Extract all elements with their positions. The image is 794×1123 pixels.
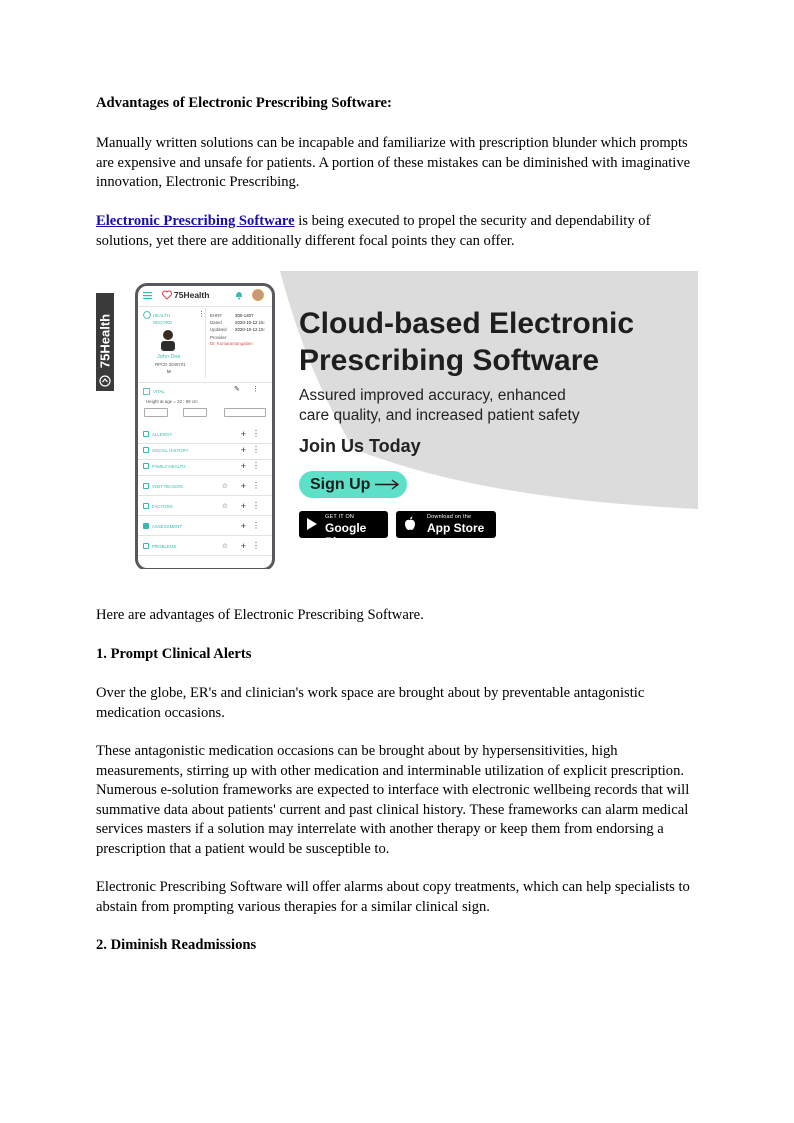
paragraph-intro: Manually written solutions can be incapable and familiarize with prescription blunder which prompts are expensive and unsafe for patients. A portion of these mistakes can be diminished with imaginative innovation, Electronic Prescribing. (96, 135, 691, 190)
plus-icon[interactable]: + (240, 461, 246, 471)
paragraph-link (96, 212, 700, 251)
google-play-big: Google Play (325, 521, 367, 549)
kebab-icon[interactable]: ⋮ (252, 461, 260, 470)
vital-icon (143, 388, 150, 395)
logo-mark-icon (99, 375, 111, 387)
row-icon (143, 463, 149, 469)
heading-diminish-readmissions: 2. Diminish Readmissions (96, 937, 257, 953)
patient-id: RPCD 3049701 (155, 362, 186, 367)
bell-icon (235, 290, 243, 300)
health-record-label: HEALTH RECORD (153, 313, 173, 325)
ehr-value: 300-1407 (235, 313, 254, 318)
heading-prompt-clinical-alerts: 1. Prompt Clinical Alerts (96, 646, 252, 662)
row-icon (143, 503, 149, 509)
avatar-icon (252, 289, 264, 301)
kebab-icon[interactable]: ⋮ (252, 429, 260, 438)
patient-name: John Doe (157, 354, 181, 360)
dated-value: 2020-10-12 15: (235, 320, 265, 325)
paragraph-link-rest: is being executed to propel the security and dependability of solutions, yet there are additionally different focal points they can offer. (96, 213, 651, 249)
updated-value: 2020-10-12 15: (235, 327, 265, 332)
divider (138, 382, 272, 383)
kebab-icon[interactable]: ⋮ (252, 541, 260, 550)
join-us-text: Join Us Today (299, 436, 421, 456)
vital-label: VITAL (153, 389, 165, 394)
sign-up-label: Sign Up (310, 476, 371, 493)
plus-icon[interactable]: + (240, 521, 246, 531)
row-icon (143, 523, 149, 529)
subline-2: care quality, and increased patient safety (299, 407, 580, 424)
health-record-icon (143, 311, 151, 319)
apple-icon (404, 516, 416, 531)
updated-label: Updated (210, 327, 227, 332)
row-label: VISIT REASON (152, 484, 183, 489)
plus-icon[interactable]: + (240, 501, 246, 511)
phone-row-factors[interactable] (138, 499, 272, 516)
row-label: ALLERGY (152, 432, 173, 437)
section-heading: Advantages of Electronic Prescribing Software: (96, 95, 392, 111)
banner-subheadline (299, 386, 629, 426)
phone-row-visit-reason[interactable] (138, 479, 272, 496)
kebab-icon[interactable]: ⋮ (252, 501, 260, 510)
edit-icon[interactable]: ✎ (234, 386, 240, 393)
provider-value: Dr. Kumaramangalam (210, 341, 253, 346)
row-label: FAMILY HEALTH (152, 464, 186, 469)
row-label: PROBLEMS (152, 544, 177, 549)
paragraph-er: Over the globe, ER's and clinician's work space are brought about by preventable antagonistic medication occasions. (96, 685, 645, 721)
headline-line-1: Cloud-based Electronic (299, 307, 635, 340)
plus-icon[interactable]: + (240, 541, 246, 551)
vital-text: Height at age = 22 : 99 cm (146, 399, 198, 404)
sign-up-button[interactable] (299, 471, 407, 498)
row-icon (143, 543, 149, 549)
phone-row-family-health[interactable] (138, 459, 272, 476)
kebab-icon[interactable]: ⋮ (198, 311, 205, 318)
plus-icon[interactable]: + (240, 445, 246, 455)
paragraph-advantages-intro: Here are advantages of Electronic Prescribing Software. (96, 607, 424, 623)
google-play-badge[interactable] (299, 511, 388, 549)
subline-1: Assured improved accuracy, enhanced (299, 387, 566, 404)
star-icon[interactable]: ☆ (221, 543, 228, 550)
patient-gender: M (167, 369, 171, 374)
row-icon (143, 431, 149, 437)
banner-headline (299, 305, 689, 379)
phone-row-allergy[interactable] (138, 427, 272, 444)
app-store-big: App Store (427, 521, 485, 535)
phone-mockup (135, 283, 275, 569)
phone-brand: 75Health (174, 290, 210, 300)
row-label: FACTORS (152, 504, 173, 509)
kebab-icon[interactable]: ⋮ (252, 445, 260, 454)
phone-row-problems[interactable] (138, 539, 272, 556)
google-play-icon (306, 517, 318, 531)
ehr-label: EHR# (210, 313, 222, 318)
star-icon[interactable]: ☆ (221, 503, 228, 510)
app-store-badge[interactable] (396, 511, 496, 538)
kebab-icon[interactable]: ⋮ (252, 521, 260, 530)
row-label: ASSESSMENT (152, 524, 183, 529)
plus-icon[interactable]: + (240, 481, 246, 491)
row-label: SOCIAL HISTORY (152, 448, 189, 453)
vital-chip[interactable] (144, 408, 168, 417)
patient-photo (159, 329, 177, 351)
plus-icon[interactable]: + (240, 429, 246, 439)
star-icon[interactable]: ☆ (221, 483, 228, 490)
arrow-right-icon (375, 479, 401, 491)
dated-label: Dated (210, 320, 222, 325)
row-icon (143, 447, 149, 453)
google-play-small: GET IT ON (325, 514, 355, 520)
menu-icon (143, 292, 152, 299)
vertical-logo-text: 75Health (97, 313, 113, 369)
electronic-prescribing-link[interactable]: Electronic Prescribing Software (96, 213, 295, 229)
promo-banner (96, 271, 698, 569)
app-store-small: Download on the (427, 514, 472, 520)
vertical-logo (96, 293, 114, 391)
provider-label: Provider (210, 335, 227, 340)
row-icon (143, 483, 149, 489)
kebab-icon[interactable]: ⋮ (252, 481, 260, 490)
phone-row-assessment[interactable] (138, 519, 272, 536)
vital-chip[interactable] (183, 408, 207, 417)
phone-header (138, 286, 272, 307)
heart-logo-icon (162, 290, 172, 300)
phone-row-social-history[interactable] (138, 443, 272, 460)
headline-line-2: Prescribing Software (299, 344, 600, 377)
kebab-icon[interactable]: ⋮ (252, 386, 259, 393)
vital-chip[interactable] (224, 408, 266, 417)
divider (205, 308, 206, 378)
paragraph-antagonistic: These antagonistic medication occasions can be brought about by hypersensitivities, high measurements, stirring up with other medication and interminable utilization of explicit prescription. Numerous e-solution frameworks are expected to interface with electronic wellbeing records that will summative data about patients' current and past clinical history. These frameworks can alarm medical services masters if a solution may interrelate with another therapy or keep them from endorsing a prescription that a patient would be susceptible to. (96, 743, 690, 857)
paragraph-alarms: Electronic Prescribing Software will offer alarms about copy treatments, which can help specialists to abstain from prompting various therapies for a similar clinical sign. (96, 879, 690, 915)
